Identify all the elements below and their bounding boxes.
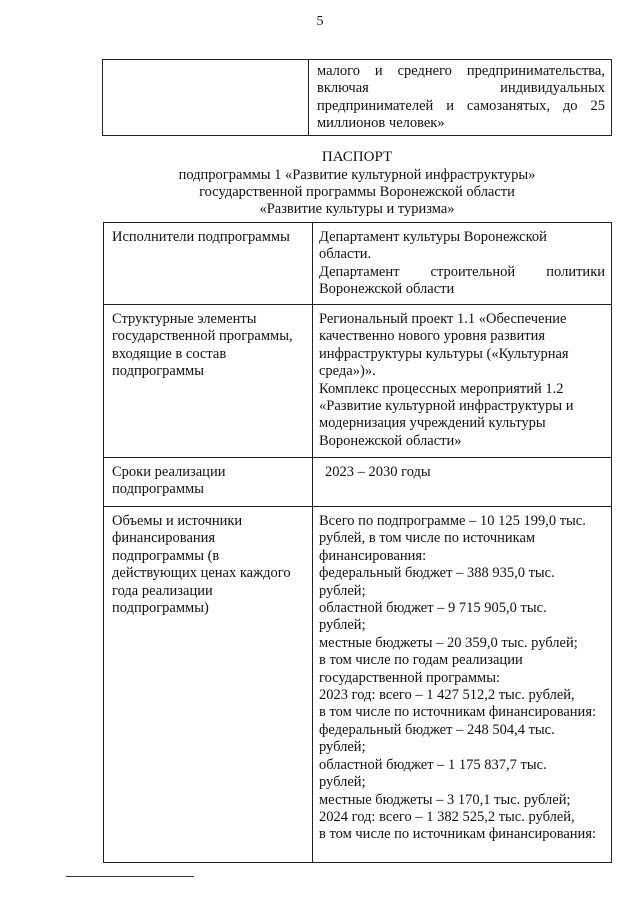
page-number: 5 xyxy=(316,14,324,29)
empty-cell xyxy=(103,60,309,136)
value-line: 2024 год: всего – 1 382 525,2 тыс. рублей, xyxy=(319,808,575,825)
value-line: инфраструктуры культуры («Культурная xyxy=(319,345,569,362)
table-row xyxy=(104,305,612,458)
value-cell xyxy=(313,458,612,507)
value-line: Всего по подпрограмме – 10 125 199,0 тыс. xyxy=(319,513,586,529)
value-line: 2023 год: всего – 1 427 512,2 тыс. рублей, xyxy=(319,687,575,704)
value-line: среда»)». xyxy=(319,363,376,380)
value-line: федеральный бюджет – 388 935,0 тыс. xyxy=(319,565,555,582)
label-line: подпрограммы xyxy=(112,481,204,498)
label-line: года реализации xyxy=(112,582,213,599)
label-line: финансирования xyxy=(112,530,216,547)
value-line: в том числе по источникам финансирования: xyxy=(319,826,597,843)
value-line: федеральный бюджет – 248 504,4 тыс. xyxy=(319,721,555,738)
value-line: местные бюджеты – 20 359,0 тыс. рублей; xyxy=(319,634,578,651)
table-row xyxy=(104,458,612,507)
continued-table xyxy=(102,59,612,136)
label-line: подпрограммы xyxy=(112,363,204,380)
value-cell xyxy=(313,507,612,863)
title-line: «Развитие культуры и туризма» xyxy=(259,201,455,217)
value-line: Региональный проект 1.1 «Обеспечение xyxy=(319,311,567,327)
value-line: рублей; xyxy=(319,617,366,634)
passport-heading: ПАСПОРТ xyxy=(321,149,393,165)
label-line: Сроки реализации xyxy=(112,464,226,480)
value-line: в том числе по источникам финансирования: xyxy=(319,704,597,721)
value-line: рублей; xyxy=(319,774,366,791)
value-line: Департамент строительной политики xyxy=(319,263,605,280)
table-row xyxy=(104,223,612,305)
label-line: Структурные элементы xyxy=(112,311,257,327)
title-line: подпрограммы 1 «Развитие культурной инфраструктуры» xyxy=(178,167,536,183)
table-row xyxy=(104,507,612,863)
label-cell xyxy=(104,223,313,305)
value-line: качественно нового уровня развития xyxy=(319,328,546,345)
text-line: малого и среднего предпринимательства, xyxy=(317,63,605,79)
label-line: входящие в состав xyxy=(112,345,227,362)
label-cell xyxy=(104,305,313,458)
value-line: области. xyxy=(319,246,372,263)
label-line: Исполнители подпрограммы xyxy=(112,229,290,245)
value-line: областной бюджет – 9 715 905,0 тыс. xyxy=(319,600,547,617)
value-line: финансирования: xyxy=(319,547,427,564)
value-line: местные бюджеты – 3 170,1 тыс. рублей; xyxy=(319,791,571,808)
footnote-separator xyxy=(66,876,194,877)
value-line: Воронежской области xyxy=(319,281,455,298)
passport-table xyxy=(103,222,612,863)
table-row xyxy=(103,60,612,136)
value-line: Воронежской области» xyxy=(319,432,462,449)
value-line: «Развитие культурной инфраструктуры и xyxy=(319,398,574,415)
label-line: действующих ценах каждого xyxy=(112,565,291,582)
continued-text-cell xyxy=(309,60,612,136)
value-line: 2023 – 2030 годы xyxy=(325,464,431,480)
label-cell xyxy=(104,458,313,507)
title-line: государственной программы Воронежской области xyxy=(199,184,515,200)
value-line: модернизация учреждений культуры xyxy=(319,415,546,432)
text-line: предпринимателей и самозанятых, до 25 xyxy=(317,97,605,114)
label-cell xyxy=(104,507,313,863)
text-line: миллионов человек» xyxy=(317,115,445,132)
value-line: Комплекс процессных мероприятий 1.2 xyxy=(319,380,564,397)
value-line: в том числе по годам реализации xyxy=(319,652,523,669)
value-line: Департамент культуры Воронежской xyxy=(319,229,547,245)
passport-title xyxy=(100,149,614,218)
value-line: государственной программы: xyxy=(319,669,500,686)
value-line: рублей; xyxy=(319,582,366,599)
label-line: Объемы и источники xyxy=(112,513,243,529)
value-cell xyxy=(313,305,612,458)
value-line: областной бюджет – 1 175 837,7 тыс. xyxy=(319,756,547,773)
value-cell xyxy=(313,223,612,305)
value-line: рублей; xyxy=(319,739,366,756)
label-line: подпрограммы) xyxy=(112,600,209,617)
text-line: включая индивидуальных xyxy=(317,80,605,97)
value-line: рублей, в том числе по источникам xyxy=(319,530,536,547)
label-line: подпрограммы (в xyxy=(112,547,220,564)
label-line: государственной программы, xyxy=(112,328,293,345)
